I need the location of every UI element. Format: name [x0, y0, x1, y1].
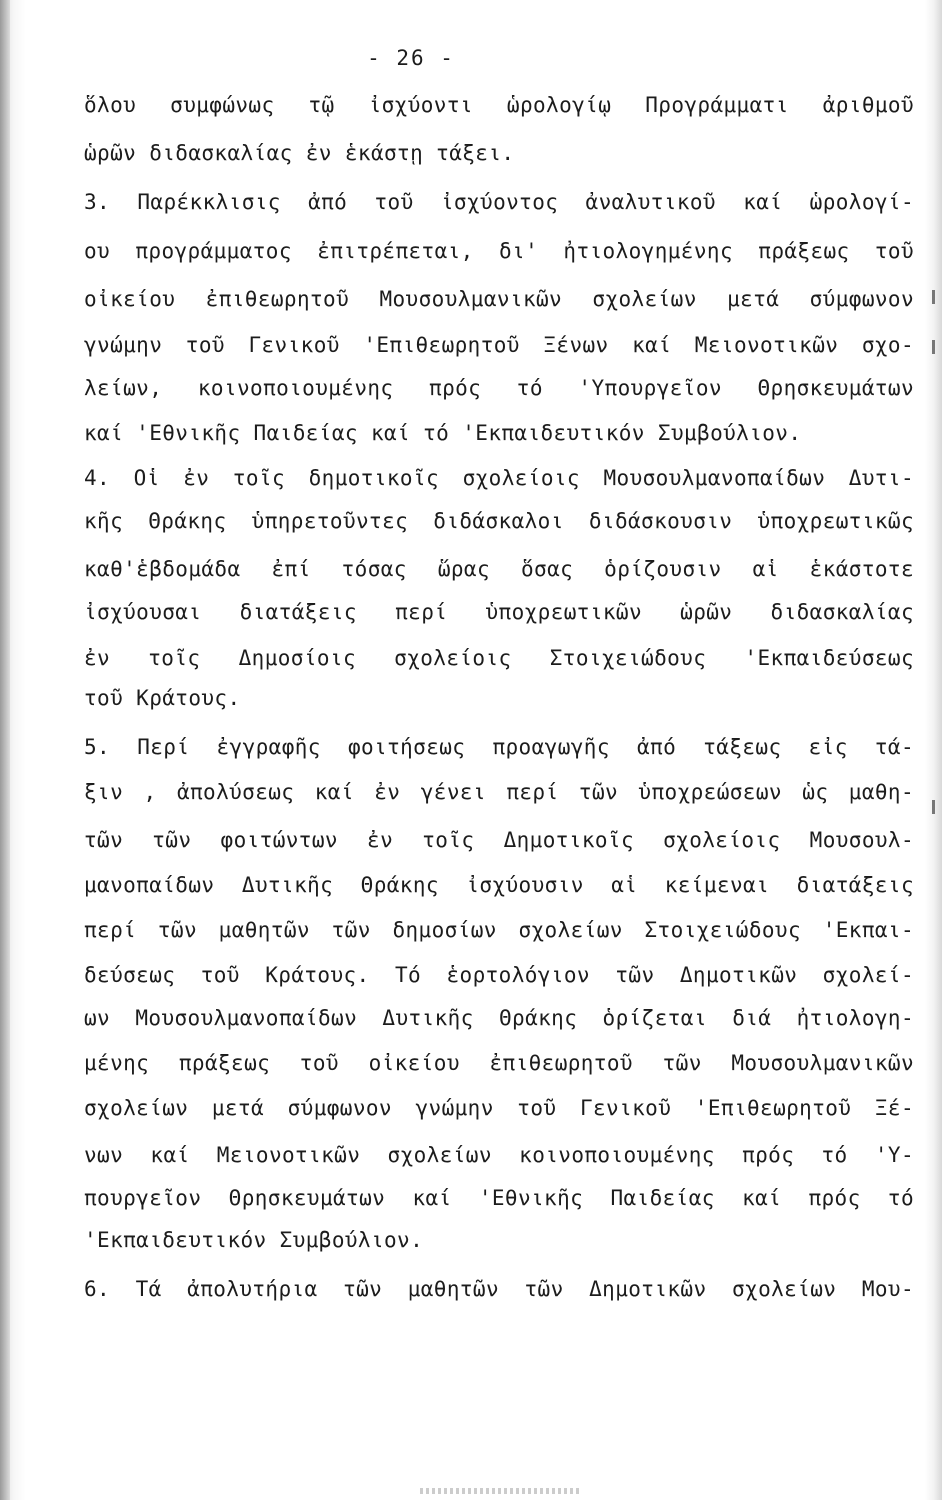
text-line: ου προγράμματος ἐπιτρέπεται, δι' ἠτιολογημένης πράξεως τοῦ [84, 239, 914, 263]
text-line: λείων, κοινοποιουμένης πρός τό 'Υπουργεῖον Θρησκευμάτων [84, 376, 914, 400]
scan-artifact [932, 290, 935, 304]
text-line: 6. Τά ἀπολυτήρια τῶν μαθητῶν τῶν Δημοτικῶν σχολείων Μου- [84, 1277, 914, 1301]
text-line: νων καί Μειονοτικῶν σχολείων κοινοποιουμένης πρός τό 'Υ- [84, 1143, 914, 1167]
text-line: οἰκείου ἐπιθεωρητοῦ Μουσουλμανικῶν σχολείων μετά σύμφωνον [84, 287, 914, 311]
text-line: ξιν , ἀπολύσεως καί ἐν γένει περί τῶν ὑποχρεώσεων ὡς μαθη- [84, 780, 914, 804]
text-line: καθ'ἑβδομάδα ἐπί τόσας ὥρας ὅσας ὁρίζουσιν αἱ ἑκάστοτε [84, 557, 914, 581]
text-line: γνώμην τοῦ Γενικοῦ 'Επιθεωρητοῦ Ξένων καί Μειονοτικῶν σχο- [84, 333, 914, 357]
text-line: περί τῶν μαθητῶν τῶν δημοσίων σχολείων Στοιχειώδους 'Εκπαι- [84, 918, 914, 942]
text-line: 'Εκπαιδευτικόν Συμβούλιον. [84, 1228, 424, 1252]
scan-artifact [932, 340, 935, 354]
text-line: τῶν τῶν φοιτώντων ἐν τοῖς Δημοτικοῖς σχολείοις Μουσουλ- [84, 828, 914, 852]
text-line: πουργεῖον Θρησκευμάτων καί 'Εθνικῆς Παιδείας καί πρός τό [84, 1186, 914, 1210]
text-line: ἰσχύουσαι διατάξεις περί ὑποχρεωτικῶν ὡρῶν διδασκαλίας [84, 600, 914, 624]
text-line: κῆς Θράκης ὑπηρετοῦντες διδάσκαλοι διδάσκουσιν ὑποχρεωτικῶς [84, 509, 914, 533]
page-binding-edge [0, 0, 10, 1500]
text-line: μένης πράξεως τοῦ οἰκείου ἐπιθεωρητοῦ τῶν Μουσουλμανικῶν [84, 1051, 914, 1075]
scan-artifact [932, 800, 935, 814]
text-line: ων Μουσουλμανοπαίδων Δυτικῆς Θράκης ὁρίζεται διά ἠτιολογη- [84, 1006, 914, 1030]
text-line: ἐν τοῖς Δημοσίοις σχολείοις Στοιχειώδους 'Εκπαιδεύσεως [84, 646, 914, 670]
page-number: - 26 - [367, 46, 455, 70]
text-line: 5. Περί ἐγγραφῆς φοιτήσεως προαγωγῆς ἀπό τάξεως εἰς τά- [84, 735, 914, 759]
scan-footer-smudge [420, 1488, 580, 1494]
text-line: 4. Οἱ ἐν τοῖς δημοτικοῖς σχολείοις Μουσουλμανοπαίδων Δυτι- [84, 466, 914, 490]
text-line: ὅλου συμφώνως τῷ ἰσχύοντι ὡρολογίῳ Προγράμματι ἀριθμοῦ [84, 93, 914, 117]
text-line: 3. Παρέκκλισις ἀπό τοῦ ἰσχύοντος ἀναλυτικοῦ καί ὡρολογί- [84, 190, 914, 214]
text-line: καί 'Εθνικῆς Παιδείας καί τό 'Εκπαιδευτικόν Συμβούλιον. [84, 421, 802, 445]
text-line: τοῦ Κράτους. [84, 686, 241, 710]
text-line: ὡρῶν διδασκαλίας ἐν ἑκάστῃ τάξει. [84, 141, 515, 165]
text-line: μανοπαίδων Δυτικῆς Θράκης ἰσχύουσιν αἱ κείμεναι διατάξεις [84, 873, 914, 897]
text-line: σχολείων μετά σύμφωνον γνώμην τοῦ Γενικοῦ 'Επιθεωρητοῦ Ξέ- [84, 1096, 914, 1120]
text-line: δεύσεως τοῦ Κράτους. Τό ἑορτολόγιον τῶν Δημοτικῶν σχολεί- [84, 963, 914, 987]
